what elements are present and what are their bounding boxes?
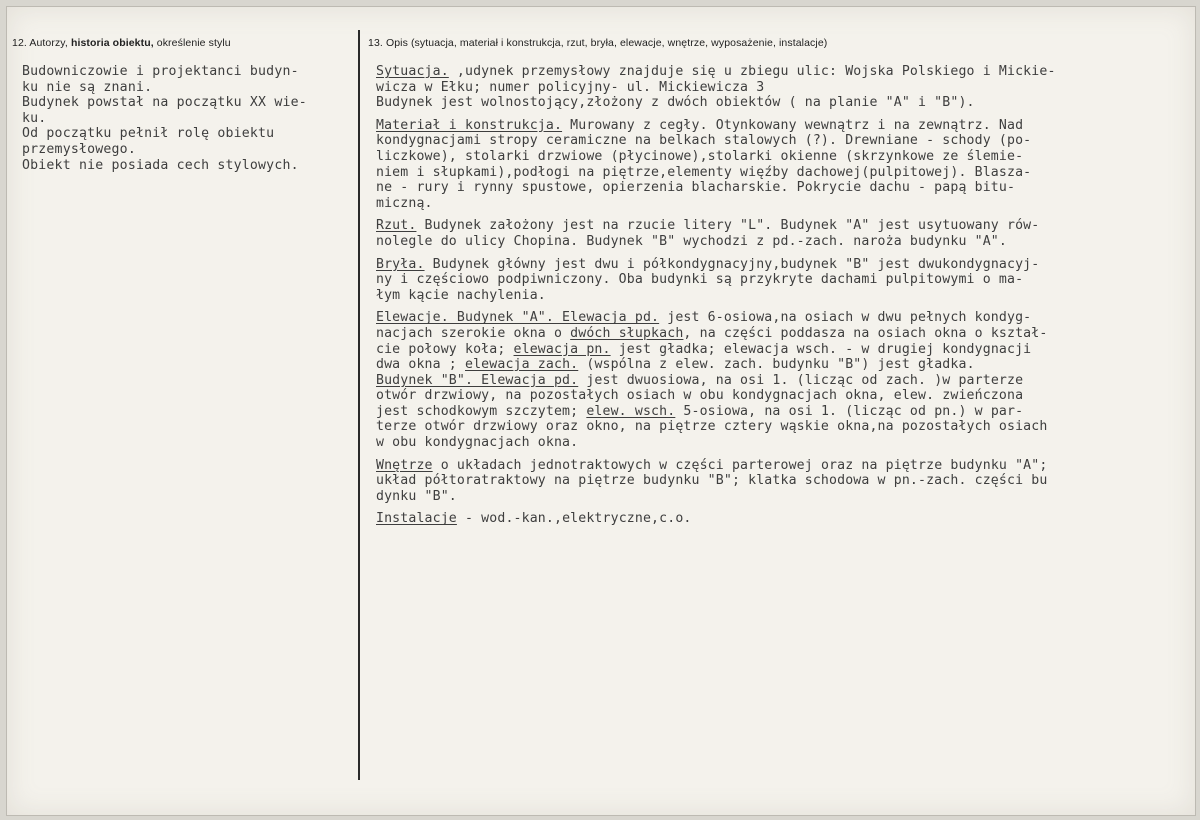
text-span: nacjach szerokie okna o	[376, 325, 571, 341]
text-line: Budynek założony jest na rzucie litery "L". Budynek "A" jest usytuowany rów-	[416, 218, 1040, 234]
text-line: łym kącie nachylenia.	[376, 287, 546, 303]
text-span: , na części poddasza na osiach okna o kształ-	[683, 325, 1048, 341]
text-span: jest gładka; elewacja wsch. - w drugiej kondygnacji	[610, 341, 1032, 357]
text-line: Budynek powstał na początku XX wie-	[22, 95, 307, 111]
underlined-text: Budynek "B". Elewacja pd.	[376, 372, 579, 388]
text-span: dwa okna ;	[376, 357, 465, 373]
text-line: o układach jednotraktowych w części parterowej oraz na piętrze budynku "A";	[432, 457, 1048, 473]
paragraph-material	[376, 118, 1191, 212]
description-text	[376, 64, 1191, 534]
paragraph-elewacje	[376, 310, 1191, 450]
text-line: ne - rury i rynny spustowe, opierzenia blacharskie. Pokrycie dachu - papą bitu-	[376, 180, 1016, 196]
text-span: 5-osiowa, na osi 1. (licząc od pn.) w par-	[675, 403, 1024, 419]
text-line: przemysłowego.	[22, 141, 136, 157]
text-line: niem i słupkami),podłogi na piętrze,elementy więźby dachowej(pulpitowej). Blasza-	[376, 164, 1032, 180]
text-span: jest dwuosiowa, na osi 1. (licząc od zach. )w parterze	[578, 372, 1024, 388]
text-line: Obiekt nie posiada cech stylowych.	[22, 157, 299, 173]
text-line: ,udynek przemysłowy znajduje się u zbiegu ulic: Wojska Polskiego i Mickie-	[448, 64, 1056, 79]
column-divider	[358, 30, 360, 780]
paragraph-rzut	[376, 218, 1191, 249]
section-12-header	[12, 37, 231, 49]
header-text: Opis (sytuacja, materiał i konstrukcja, rzut, bryła, elewacje, wnętrze, wyposażenie, instalacje)	[385, 37, 828, 49]
text-line: ny i częściowo podpiwniczony. Oba budynki są przykryte dachami pulpitowymi o ma-	[376, 272, 1024, 288]
text-line: jest 6-osiowa,na osiach w dwu pełnych kondyg-	[659, 310, 1032, 326]
text-line: ku nie są znani.	[22, 79, 153, 95]
underlined-text: elew. wsch.	[586, 403, 676, 419]
text-line: wicza w Ełku; numer policyjny- ul. Mickiewicza 3	[376, 79, 765, 95]
underlined-text: elewacja zach.	[465, 357, 579, 373]
text-span: cie połowy koła;	[376, 341, 514, 357]
section-label: Wnętrze	[376, 457, 433, 473]
text-line: Od początku pełnił rolę obiektu	[22, 126, 275, 142]
text-span: (wspólna z elew. zach. budynku "B") jest gładka.	[578, 357, 975, 373]
text-line: Budynek jest wolnostojący,złożony z dwóch obiektów ( na planie "A" i "B").	[376, 95, 975, 111]
header-text: określenie stylu	[156, 37, 231, 49]
text-line: dynku "B".	[376, 488, 457, 504]
header-text: Autorzy,	[29, 37, 68, 49]
authors-history-text	[22, 64, 352, 173]
text-line: Budynek główny jest dwu i półkondygnacyjny,budynek "B" jest dwukondygnacyj-	[424, 256, 1040, 272]
text-span: jest schodkowym szczytem;	[376, 403, 587, 419]
section-label: Bryła.	[376, 256, 425, 272]
text-line: liczkowe), stolarki drzwiowe (płycinowe),stolarki okienne (skrzynkowe ze ślemie-	[376, 148, 1024, 164]
paragraph-bryla	[376, 257, 1191, 304]
underlined-text: dwóch słupkach	[570, 325, 684, 341]
text-line: otwór drzwiowy, na pozostałych osiach w obu kondygnacjach okna, elew. zwieńczona	[376, 388, 1024, 404]
section-label: Materiał i konstrukcja.	[376, 117, 563, 133]
section-label: Instalacje	[376, 511, 457, 527]
section-label: Sytuacja.	[376, 64, 449, 79]
section-13-header	[368, 37, 827, 49]
text-line: ku.	[22, 110, 47, 126]
text-line: nolegle do ulicy Chopina. Budynek "B" wychodzi z pd.-zach. naroża budynku "A".	[376, 233, 1007, 249]
header-bold-text: historia obiektu,	[70, 37, 154, 49]
text-line: - wod.-kan.,elektryczne,c.o.	[456, 511, 692, 527]
underlined-text: elewacja pn.	[513, 341, 611, 357]
text-line: terze otwór drzwiowy oraz okno, na piętrze cztery wąskie okna,na pozostałych osiach	[376, 419, 1048, 435]
section-number: 13.	[368, 37, 383, 49]
paragraph-sytuacja	[376, 64, 1191, 111]
section-label: Elewacje. Budynek "A". Elewacja pd.	[376, 310, 660, 326]
text-line: Budowniczowie i projektanci budyn-	[22, 64, 299, 79]
text-line: miczną.	[376, 195, 433, 211]
paragraph-wnetrze	[376, 458, 1191, 505]
text-line: Murowany z cegły. Otynkowany wewnątrz i na zewnątrz. Nad	[562, 117, 1024, 133]
section-label: Rzut.	[376, 218, 417, 234]
text-line: w obu kondygnacjach okna.	[376, 435, 579, 451]
text-line: kondygnacjami stropy ceramiczne na belkach stalowych (?). Drewniane - schody (po-	[376, 133, 1032, 149]
text-line: układ półtoratraktowy na piętrze budynku "B"; klatka schodowa w pn.-zach. części bu	[376, 473, 1048, 489]
section-number: 12.	[12, 37, 27, 49]
paragraph-instalacje	[376, 511, 1191, 527]
